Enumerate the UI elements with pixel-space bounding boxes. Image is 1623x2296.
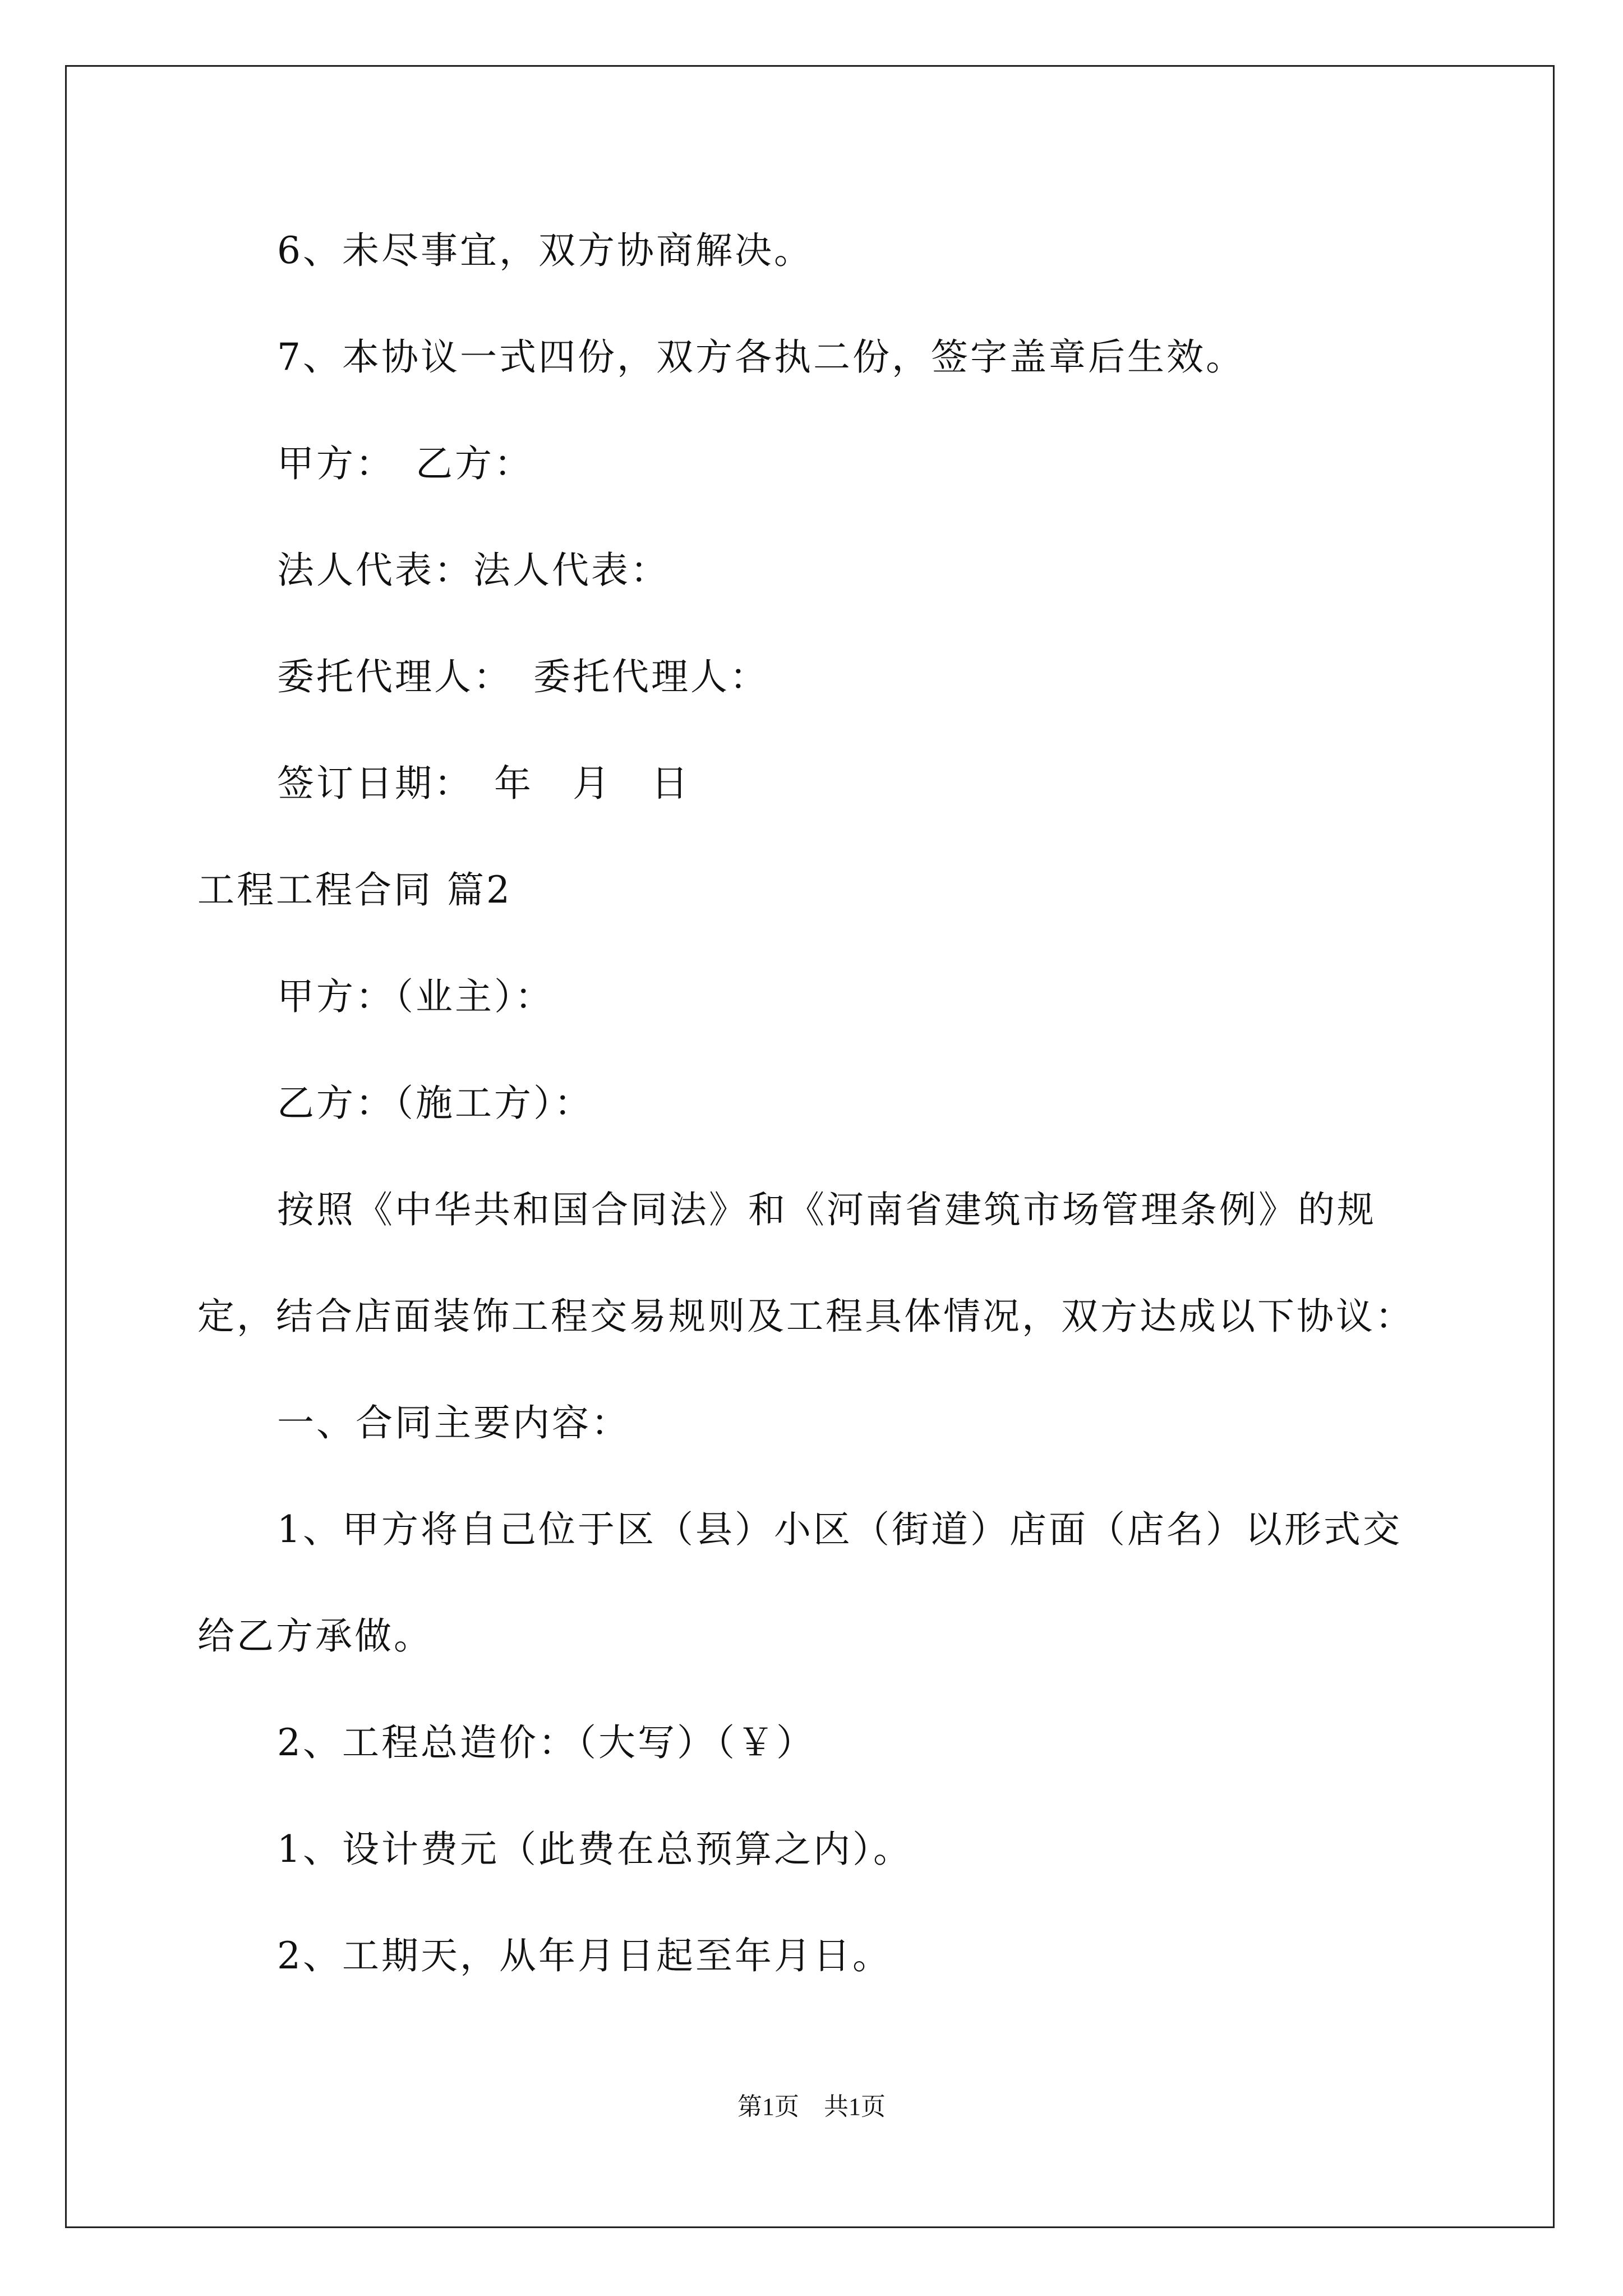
preamble-line-1: 按照《中华共和国合同法》和《河南省建筑市场管理条例》的规 xyxy=(277,1188,1376,1231)
party-a-owner: 甲方：（业主）： xyxy=(277,975,554,1018)
clause-6: 6、未尽事宜，双方协商解决。 xyxy=(277,229,813,272)
item-1-line-2: 给乙方承做。 xyxy=(197,1614,433,1658)
item-1-line-1: 1、甲方将自己位于区（县）小区（街道）店面（店名）以形式交 xyxy=(277,1508,1402,1551)
section-heading: 工程工程合同 篇2 xyxy=(197,868,512,912)
page-number: 第1页 共1页 xyxy=(737,2093,886,2120)
preamble-line-2: 定，结合店面装饰工程交易规则及工程具体情况，双方达成以下协议： xyxy=(197,1295,1414,1338)
clause-7: 7、本协议一式四份，双方各执二份，签字盖章后生效。 xyxy=(277,335,1245,379)
agent-labels: 委托代理人： 委托代理人： xyxy=(277,655,769,698)
party-labels: 甲方： 乙方： xyxy=(277,442,533,485)
party-b-contractor: 乙方：（施工方）： xyxy=(277,1082,593,1125)
item-duration: 2、工期天，从年月日起至年月日。 xyxy=(277,1934,892,1977)
legal-representative-labels: 法人代表：法人代表： xyxy=(277,549,670,592)
item-design-fee: 1、设计费元（此费在总预算之内）。 xyxy=(277,1828,912,1871)
page-border xyxy=(65,65,1555,2228)
main-content-heading: 一、合同主要内容： xyxy=(277,1401,630,1444)
signing-date: 签订日期： 年 月 日 xyxy=(277,762,690,805)
item-2-total-cost: 2、工程总造价：（大写）（￥） xyxy=(277,1721,815,1764)
